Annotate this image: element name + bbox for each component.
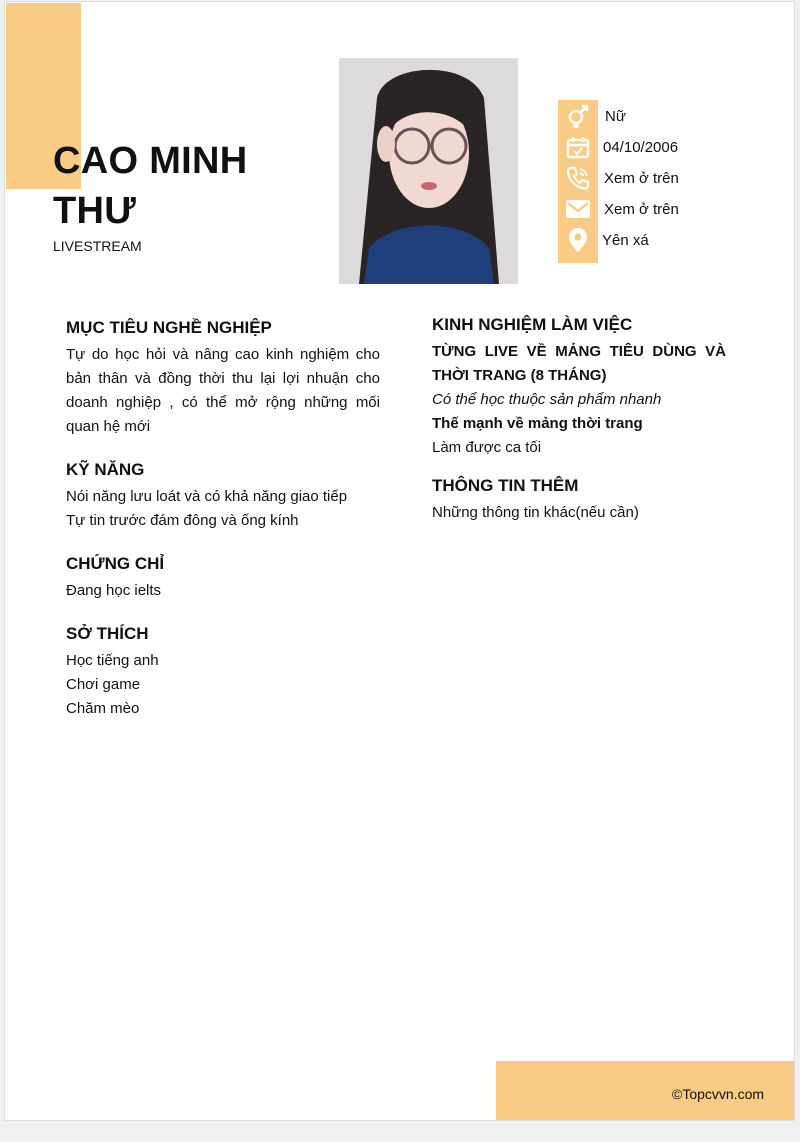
hobbies-title: SỞ THÍCH	[66, 624, 149, 643]
cv-page	[4, 1, 795, 1121]
envelope-icon	[558, 193, 598, 224]
experience-heading: TỪNG LIVE VỀ MẢNG TIÊU DÙNG VÀ THỜI TRANG (8 THÁNG)	[432, 343, 726, 384]
certificates-title: CHỨNG CHỈ	[66, 554, 165, 573]
experience-detail-bold: Thế mạnh về mảng thời trang	[432, 415, 643, 432]
footer-credit: ©Topcvvn.com	[672, 1086, 765, 1102]
calendar-icon	[558, 131, 598, 162]
skills-title: KỸ NĂNG	[66, 460, 145, 479]
experience-detail: Làm được ca tối	[432, 439, 542, 456]
objective-text: Tự do học hỏi và nâng cao kinh nghiệm cho bản thân và đồng thời thu lại lợi nhuận cho doanh nghiệp , có thể mở rộng những mối quan hệ mới	[66, 346, 380, 435]
profile-photo	[339, 58, 518, 284]
extra-info-title: THÔNG TIN THÊM	[432, 476, 579, 495]
candidate-role: LIVESTREAM	[53, 238, 142, 254]
birthdate-text: 04/10/2006	[603, 139, 679, 156]
candidate-name: CAO MINH THƯ	[53, 140, 248, 232]
phone-icon	[558, 162, 598, 193]
skill-item: Nói năng lưu loát và có khả năng giao tiếp	[66, 488, 348, 505]
hobby-item: Chăm mèo	[66, 700, 140, 717]
objective-title: MỤC TIÊU NGHỀ NGHIỆP	[66, 318, 272, 337]
contact-icon-column	[558, 100, 598, 263]
email-text: Xem ở trên	[604, 201, 679, 218]
phone-text: Xem ở trên	[604, 170, 679, 187]
hobby-item: Chơi game	[66, 676, 141, 693]
certificate-item: Đang học ielts	[66, 582, 162, 599]
skill-item: Tự tin trước đám đông và ống kính	[66, 512, 299, 529]
extra-info-text: Những thông tin khác(nếu cần)	[432, 504, 639, 521]
gender-icon	[558, 100, 598, 131]
gender-text: Nữ	[605, 108, 626, 125]
hobby-item: Học tiếng anh	[66, 652, 159, 669]
address-text: Yên xá	[602, 232, 649, 249]
experience-detail-italic: Có thể học thuộc sản phẩm nhanh	[432, 391, 662, 408]
location-pin-icon	[558, 224, 598, 255]
experience-title: KINH NGHIỆM LÀM VIỆC	[432, 315, 633, 334]
